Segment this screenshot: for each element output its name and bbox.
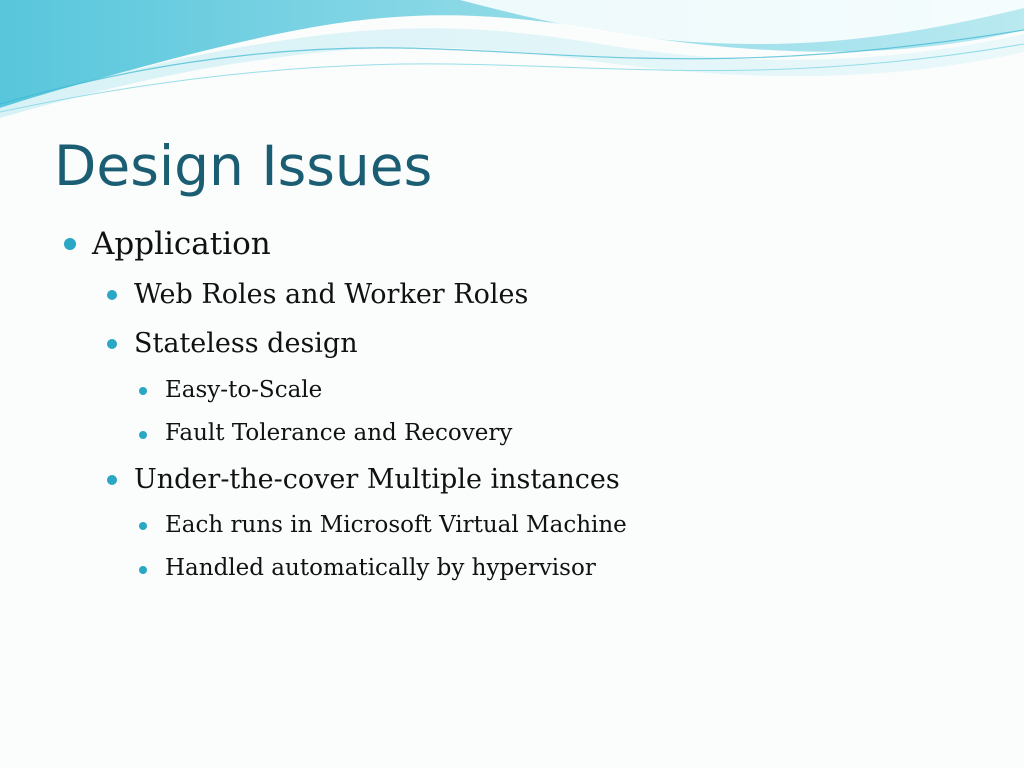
bullet-multiple-instances: Under-the-cover Multiple instances <box>134 464 620 495</box>
bullet-dot-icon <box>139 566 147 574</box>
bullet-dot-icon <box>64 238 76 250</box>
bullet-dot-icon <box>107 339 117 349</box>
bullet-easy-to-scale: Easy-to-Scale <box>165 377 323 403</box>
header-wave-decoration <box>0 0 1024 130</box>
bullet-application: Application <box>92 226 271 262</box>
bullet-dot-icon <box>139 431 147 439</box>
bullet-web-roles: Web Roles and Worker Roles <box>134 279 529 310</box>
bullet-dot-icon <box>107 475 117 485</box>
bullet-dot-icon <box>139 522 147 530</box>
bullet-hypervisor: Handled automatically by hypervisor <box>165 555 596 581</box>
bullet-dot-icon <box>139 387 147 395</box>
bullet-virtual-machine: Each runs in Microsoft Virtual Machine <box>165 512 627 538</box>
bullet-fault-tolerance: Fault Tolerance and Recovery <box>165 420 513 446</box>
bullet-dot-icon <box>107 290 117 300</box>
bullet-stateless-design: Stateless design <box>134 328 358 359</box>
slide-title: Design Issues <box>54 134 433 198</box>
